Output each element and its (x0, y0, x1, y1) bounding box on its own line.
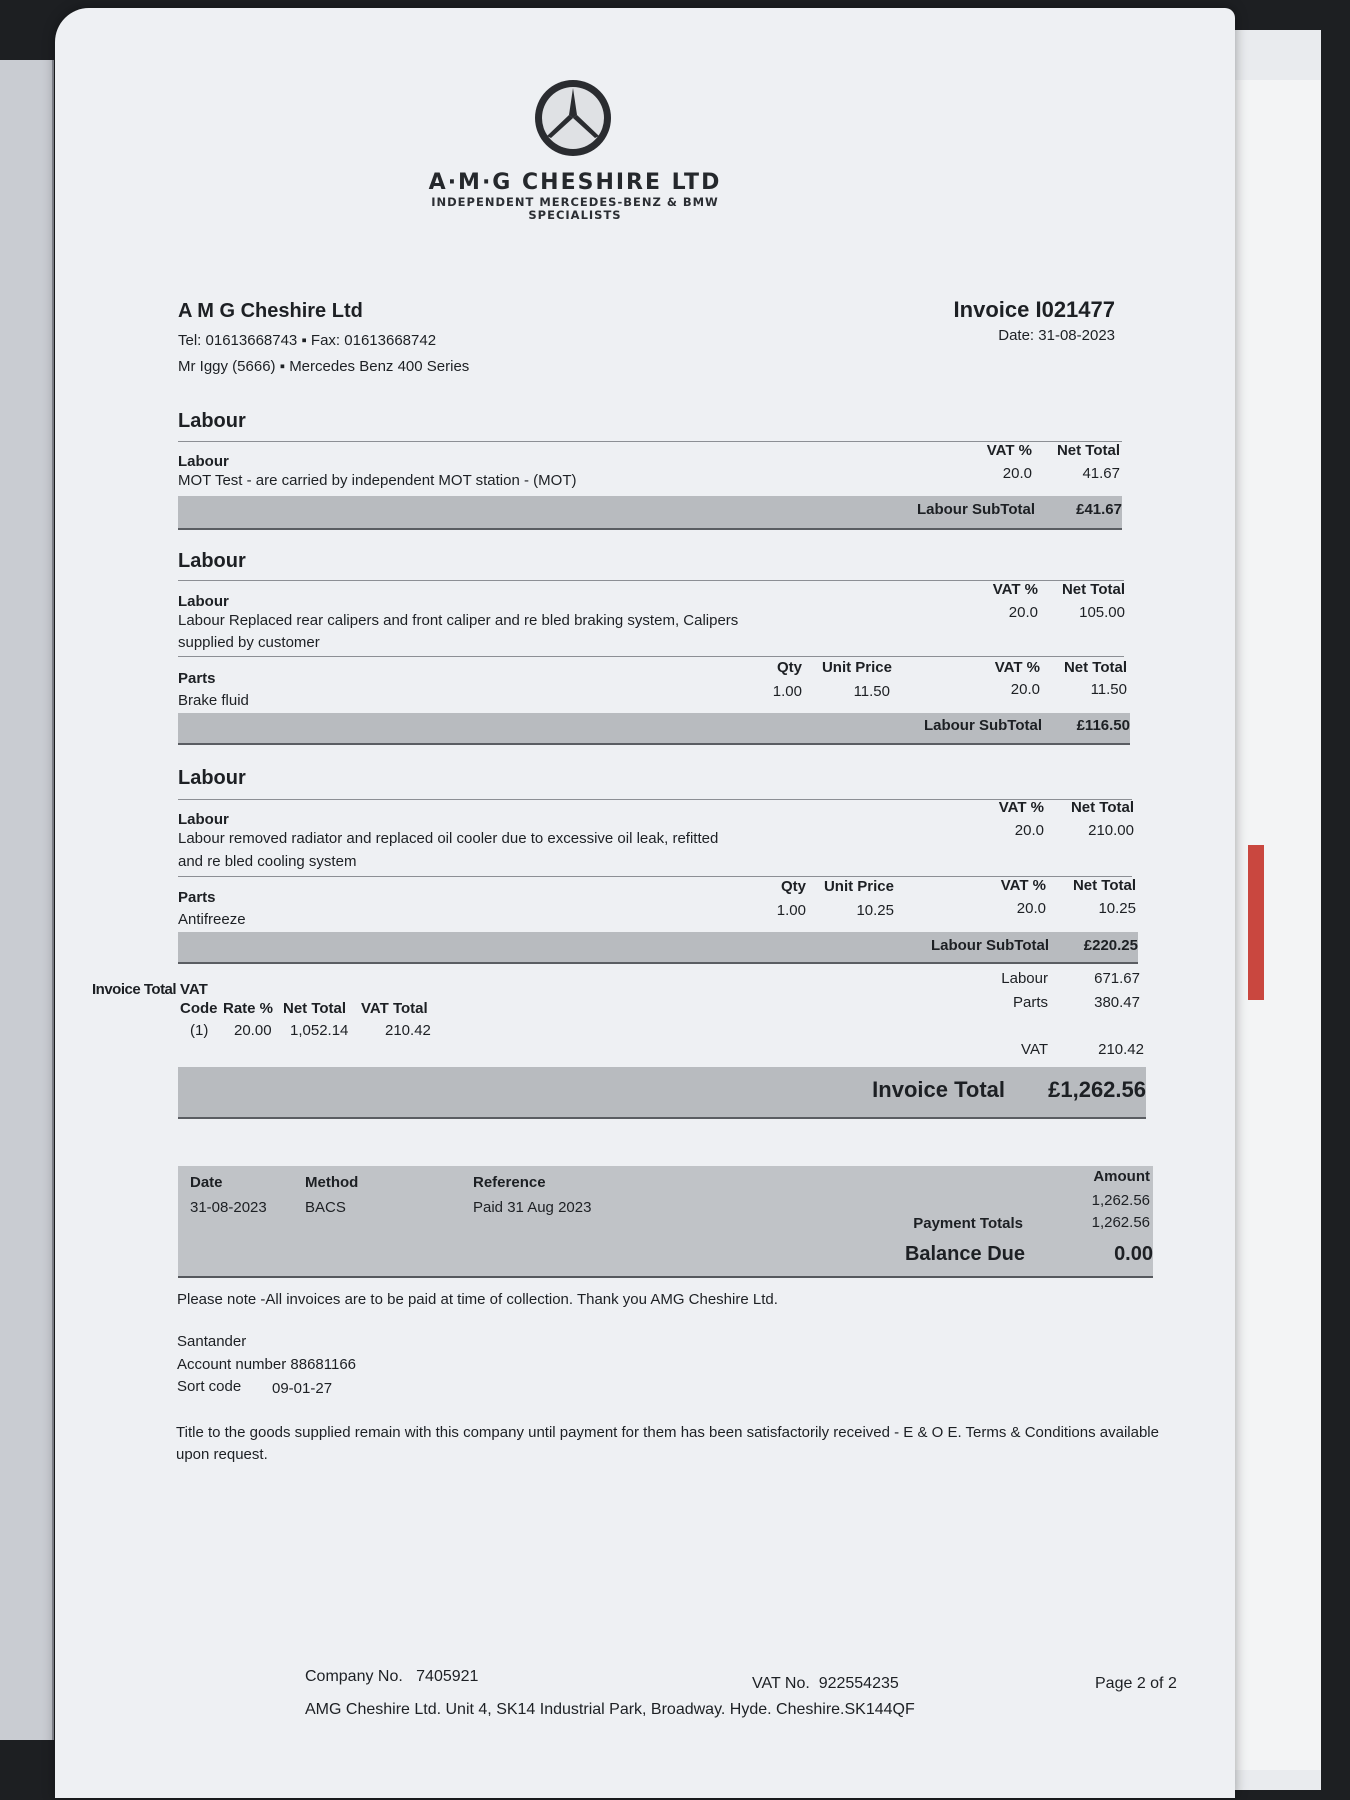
section-2-labour-desc-1: Labour Replaced rear calipers and front caliper and re bled braking system, Calipers (178, 612, 739, 629)
sort-code-label: Sort code (177, 1378, 242, 1395)
bank-name: Santander (177, 1333, 247, 1350)
section-2-net-header: Net Total (1061, 581, 1125, 598)
invoice-total-side-label: Invoice Total (92, 981, 177, 998)
collection-note: Please note -All invoices are to be paid at time of collection. Thank you AMG Cheshire Ltd. (177, 1291, 778, 1308)
totals-labour-label: Labour (1001, 970, 1048, 987)
invoice-date: Date: 31-08-2023 (998, 327, 1115, 344)
section-1-labour-net: 41.67 (1082, 465, 1120, 482)
section-3-labour-desc-2: and re bled cooling system (178, 853, 357, 870)
payment-amount-header: Amount (1093, 1168, 1150, 1185)
brand-name: A·M·G CHESHIRE LTD (428, 170, 722, 195)
vat-net-value: 1,052.14 (290, 1022, 349, 1039)
section-3-labour-desc-1: Labour removed radiator and replaced oil cooler due to excessive oil leak, refitted (178, 830, 719, 847)
section-3-parts-vat-header: VAT % (1000, 877, 1046, 894)
terms-line-1: Title to the goods supplied remain with this company until payment for them has been satisfactorily received - E & O E. Terms & Conditions available (176, 1424, 1159, 1441)
section-3-subtotal-label: Labour SubTotal (930, 937, 1049, 954)
vat-total-value: 210.42 (385, 1022, 431, 1039)
section-3-qty-header: Qty (780, 878, 806, 895)
payment-totals-label: Payment Totals (913, 1215, 1023, 1232)
section-3-net-header: Net Total (1070, 799, 1134, 816)
section-1-labour-label: Labour (178, 453, 229, 470)
section-2-part-unit: 11.50 (853, 683, 890, 700)
section-1-labour-vat: 20.0 (1002, 465, 1032, 482)
account-number: Account number 88681166 (177, 1356, 357, 1373)
payment-date-header: Date (190, 1174, 223, 1191)
section-2-part-vat: 20.0 (1010, 681, 1040, 698)
invoice-total-value: £1,262.56 (1048, 1077, 1146, 1102)
section-1-subtotal-label: Labour SubTotal (916, 501, 1035, 518)
section-2-part-qty: 1.00 (772, 683, 802, 700)
totals-parts-label: Parts (1012, 994, 1048, 1011)
section-1-net-header: Net Total (1056, 442, 1120, 459)
customer-vehicle: Mr Iggy (5666) ▪ Mercedes Benz 400 Series (178, 358, 470, 375)
section-3-labour-label: Labour (178, 811, 229, 828)
section-1-vat-header: VAT % (986, 442, 1032, 459)
vat-net-header: Net Total (283, 1000, 347, 1017)
payment-reference-value: Paid 31 Aug 2023 (473, 1199, 592, 1216)
vat-summary-title: VAT (180, 981, 208, 998)
section-2-labour-desc-2: supplied by customer (178, 634, 320, 651)
section-2-heading: Labour (178, 550, 246, 572)
section-2-parts-net-header: Net Total (1063, 659, 1127, 676)
section-2-qty-header: Qty (776, 659, 802, 676)
section-1-labour-desc: MOT Test - are carried by independent MOT station - (MOT) (178, 472, 577, 489)
section-2-parts-vat-header: VAT % (994, 659, 1040, 676)
company-name: A M G Cheshire Ltd (178, 300, 363, 322)
totals-parts-value: 380.47 (1094, 994, 1140, 1011)
section-1-subtotal-value: £41.67 (1076, 501, 1122, 518)
section-3-part-net: 10.25 (1098, 900, 1136, 917)
vat-total-header: VAT Total (361, 1000, 428, 1017)
section-3-labour-vat: 20.0 (1014, 822, 1044, 839)
invoice-title: Invoice I021477 (953, 297, 1115, 322)
section-2-parts-label: Parts (178, 670, 216, 687)
section-2-unit-header: Unit Price (821, 659, 892, 676)
payment-method-value: BACS (305, 1199, 346, 1216)
totals-labour-value: 671.67 (1094, 970, 1140, 987)
vat-rate-header: Rate % (223, 1000, 274, 1017)
balance-due-label: Balance Due (904, 1243, 1025, 1265)
section-3-part-vat: 20.0 (1016, 900, 1046, 917)
vat-code-header: Code (180, 1000, 218, 1017)
tagline-line-2: SPECIALISTS (528, 208, 622, 222)
page-number: Page 2 of 2 (1095, 1675, 1177, 1692)
section-3-vat-header: VAT % (998, 799, 1044, 816)
section-3-heading: Labour (178, 767, 246, 789)
section-3-part-unit: 10.25 (856, 902, 894, 919)
payment-date-value: 31-08-2023 (190, 1199, 267, 1216)
brand-tagline (330, 196, 820, 222)
totals-vat-value: 210.42 (1098, 1041, 1144, 1058)
section-2-labour-vat: 20.0 (1008, 604, 1038, 621)
invoice-total-label: Invoice Total (872, 1077, 1005, 1102)
tagline-line-1: INDEPENDENT MERCEDES-BENZ & BMW (431, 195, 719, 209)
balance-due-value: 0.00 (1114, 1243, 1153, 1265)
section-2-vat-header: VAT % (992, 581, 1038, 598)
totals-vat-label: VAT (1021, 1041, 1048, 1058)
section-3-parts-net-header: Net Total (1072, 877, 1136, 894)
section-1-heading: Labour (178, 410, 246, 432)
vat-code-value: (1) (190, 1022, 209, 1039)
section-2-part-net: 11.50 (1090, 681, 1127, 698)
payment-amount-value: 1,262.56 (1091, 1192, 1150, 1209)
sort-code-value: 09-01-27 (272, 1380, 333, 1397)
payment-totals-value: 1,262.56 (1091, 1214, 1150, 1231)
vat-rate-value: 20.00 (234, 1022, 272, 1039)
section-3-part-qty: 1.00 (776, 902, 806, 919)
company-address: AMG Cheshire Ltd. Unit 4, SK14 Industrial Park, Broadway. Hyde. Cheshire.SK144QF (305, 1701, 915, 1718)
payment-method-header: Method (305, 1174, 359, 1191)
terms-line-2: upon request. (176, 1446, 268, 1463)
section-2-labour-label: Labour (178, 593, 229, 610)
section-3-unit-header: Unit Price (823, 878, 894, 895)
mercedes-star-logo-icon (533, 78, 613, 158)
company-number: Company No. 7405921 (305, 1668, 479, 1685)
payment-reference-header: Reference (473, 1174, 546, 1191)
section-3-part-name: Antifreeze (178, 911, 246, 928)
section-2-subtotal-value: £116.50 (1076, 717, 1130, 734)
section-3-labour-net: 210.00 (1088, 822, 1134, 839)
section-2-labour-net: 105.00 (1079, 604, 1125, 621)
contact-line: Tel: 01613668743 ▪ Fax: 01613668742 (178, 332, 437, 349)
section-3-subtotal-value: £220.25 (1083, 937, 1138, 954)
section-2-part-name: Brake fluid (178, 692, 249, 709)
vat-number: VAT No. 922554235 (752, 1675, 899, 1692)
section-2-subtotal-label: Labour SubTotal (923, 717, 1042, 734)
section-2-parts-rule (178, 656, 1124, 657)
section-3-parts-label: Parts (178, 889, 216, 906)
